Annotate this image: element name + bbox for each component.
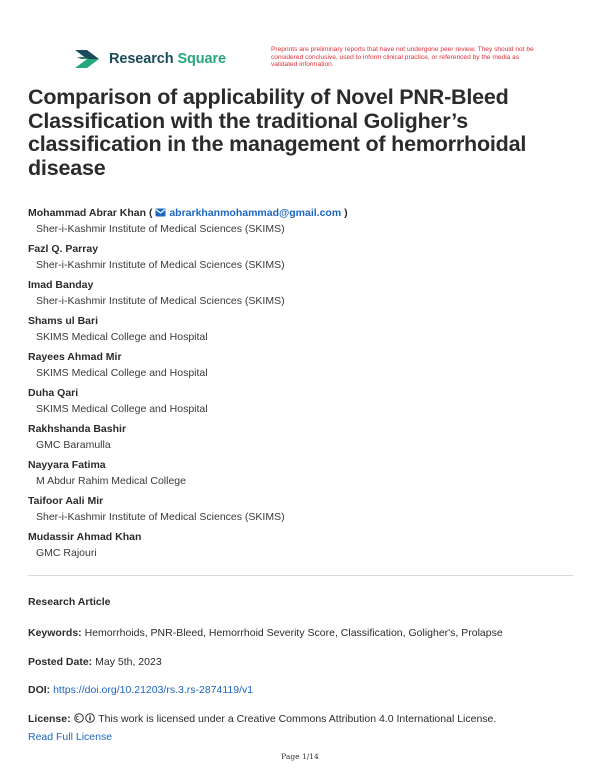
license-label: License: (28, 713, 71, 725)
posted-date-row (28, 656, 573, 668)
author-list (28, 206, 573, 566)
paper-title: Comparison of applicability of Novel PNR-Bleed Classification with the traditional Goligher’s classification in the management of hemorrhoidal disease (28, 85, 527, 180)
research-square-logo-icon (73, 48, 103, 70)
author-entry (28, 458, 573, 494)
author-name: Shams ul Bari (28, 315, 99, 327)
author-entry (28, 494, 573, 530)
read-full-license-link[interactable]: Read Full License (28, 731, 113, 743)
author-entry (28, 206, 573, 242)
corresponding-open: ( (148, 207, 153, 219)
doi-row (28, 684, 573, 696)
section-divider (28, 575, 573, 576)
author-name: Duha Qari (28, 387, 79, 399)
creative-commons-icon (74, 713, 96, 723)
author-affiliation: SKIMS Medical College and Hospital (36, 367, 208, 379)
author-name: Mohammad Abrar Khan (28, 207, 147, 219)
author-entry (28, 422, 573, 458)
doi-link[interactable]: https://doi.org/10.21203/rs.3.rs-2874119/v1 (53, 684, 254, 696)
author-affiliation: M Abdur Rahim Medical College (36, 475, 186, 487)
posted-date-value: May 5th, 2023 (95, 656, 162, 668)
posted-date-label: Posted Date: (28, 656, 93, 668)
corresponding-email-link[interactable]: abrarkhanmohammad@gmail.com (169, 207, 342, 219)
license-text: This work is licensed under a Creative Commons Attribution 4.0 International License. (98, 713, 497, 725)
keywords-row (28, 627, 573, 639)
article-type: Research Article (28, 596, 111, 608)
author-entry (28, 386, 573, 422)
author-entry (28, 278, 573, 314)
research-square-logo[interactable] (73, 48, 226, 70)
author-affiliation: SKIMS Medical College and Hospital (36, 331, 208, 343)
author-affiliation: Sher-i-Kashmir Institute of Medical Sciences (SKIMS) (36, 259, 285, 271)
author-name: Mudassir Ahmad Khan (28, 531, 142, 543)
keywords-label: Keywords: (28, 627, 82, 639)
author-affiliation: GMC Rajouri (36, 547, 97, 559)
author-name: Imad Banday (28, 279, 94, 291)
license-link-row (28, 731, 573, 743)
author-name: Rakhshanda Bashir (28, 423, 127, 435)
corresponding-close: ) (344, 207, 348, 219)
author-name: Nayyara Fatima (28, 459, 106, 471)
author-name: Rayees Ahmad Mir (28, 351, 122, 363)
author-affiliation: Sher-i-Kashmir Institute of Medical Sciences (SKIMS) (36, 511, 285, 523)
envelope-icon (155, 208, 166, 217)
author-entry (28, 314, 573, 350)
keywords-value: Hemorrhoids, PNR-Bleed, Hemorrhoid Severity Score, Classification, Goligher's, Prolapse (84, 627, 503, 639)
author-entry (28, 242, 573, 278)
author-name: Fazl Q. Parray (28, 243, 99, 255)
author-affiliation: Sher-i-Kashmir Institute of Medical Sciences (SKIMS) (36, 295, 285, 307)
page-header (73, 46, 543, 76)
author-entry (28, 350, 573, 386)
author-entry (28, 530, 573, 566)
author-name: Taifoor Aali Mir (28, 495, 104, 507)
license-row (28, 713, 573, 725)
author-affiliation: GMC Baramulla (36, 439, 111, 451)
doi-label: DOI: (28, 684, 51, 696)
brand-name: Research Square (109, 51, 226, 67)
author-affiliation: SKIMS Medical College and Hospital (36, 403, 208, 415)
preprint-disclaimer: Preprints are preliminary reports that have not undergone peer review. They should not be considered conclusive, used to inform clinical practice, or referenced by the media as validated information. (271, 46, 534, 69)
page-number: Page 1/14 (281, 752, 319, 761)
author-affiliation: Sher-i-Kashmir Institute of Medical Sciences (SKIMS) (36, 223, 285, 235)
